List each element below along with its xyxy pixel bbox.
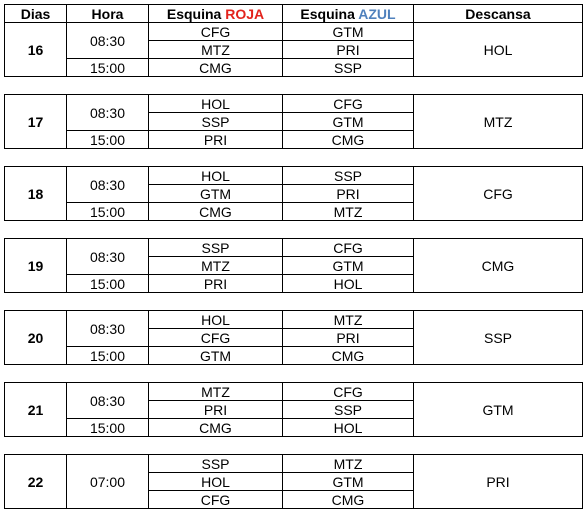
azul-cell: CFG (283, 239, 414, 257)
header-row (5, 5, 583, 23)
header-hora: Hora (67, 5, 149, 23)
roja-cell: SSP (149, 455, 283, 473)
azul-cell: GTM (283, 257, 414, 275)
header-descansa: Descansa (414, 5, 583, 23)
roja-cell: MTZ (149, 257, 283, 275)
azul-cell: GTM (283, 23, 414, 41)
header-esquina-label: Esquina (166, 5, 222, 22)
azul-cell: CMG (283, 131, 414, 149)
azul-cell: MTZ (283, 311, 414, 329)
roja-cell: PRI (149, 401, 283, 419)
azul-cell: CFG (283, 95, 414, 113)
day-cell: 18 (5, 167, 67, 221)
hora-cell: 08:30 (67, 23, 149, 59)
roja-cell: HOL (149, 473, 283, 491)
descansa-cell: SSP (414, 311, 583, 365)
table-row (5, 167, 583, 185)
day-cell: 20 (5, 311, 67, 365)
header-roja-label: ROJA (225, 5, 265, 22)
table-row (5, 455, 583, 473)
azul-cell: PRI (283, 329, 414, 347)
azul-cell: PRI (283, 41, 414, 59)
hora-cell: 08:30 (67, 383, 149, 419)
azul-cell: MTZ (283, 455, 414, 473)
table-row (5, 311, 583, 329)
hora-cell: 15:00 (67, 203, 149, 221)
day-cell: 16 (5, 23, 67, 77)
descansa-cell: CFG (414, 167, 583, 221)
schedule-table-day-19 (4, 238, 583, 293)
roja-cell: CFG (149, 329, 283, 347)
hora-cell: 08:30 (67, 239, 149, 275)
azul-cell: SSP (283, 401, 414, 419)
header-esquina-azul (283, 5, 414, 23)
hora-cell: 08:30 (67, 167, 149, 203)
descansa-cell: GTM (414, 383, 583, 437)
hora-cell: 15:00 (67, 275, 149, 293)
azul-cell: SSP (283, 59, 414, 77)
roja-cell: SSP (149, 113, 283, 131)
roja-cell: CFG (149, 491, 283, 509)
roja-cell: HOL (149, 311, 283, 329)
azul-cell: MTZ (283, 203, 414, 221)
header-esquina-label: Esquina (300, 5, 355, 22)
azul-cell: GTM (283, 473, 414, 491)
hora-cell: 15:00 (67, 131, 149, 149)
azul-cell: HOL (283, 275, 414, 293)
day-cell: 22 (5, 455, 67, 509)
roja-cell: MTZ (149, 383, 283, 401)
day-cell: 21 (5, 383, 67, 437)
schedule-table-day-18 (4, 166, 583, 221)
roja-cell: CFG (149, 23, 283, 41)
schedule-table-day-21 (4, 382, 583, 437)
azul-cell: CFG (283, 383, 414, 401)
hora-cell: 15:00 (67, 59, 149, 77)
schedule-table-day-17 (4, 94, 583, 149)
roja-cell: PRI (149, 275, 283, 293)
table-row (5, 23, 583, 41)
descansa-cell: CMG (414, 239, 583, 293)
descansa-cell: HOL (414, 23, 583, 77)
roja-cell: SSP (149, 239, 283, 257)
roja-cell: PRI (149, 131, 283, 149)
header-esquina-roja (149, 5, 283, 23)
header-azul-label: AZUL (358, 5, 396, 22)
descansa-cell: MTZ (414, 95, 583, 149)
table-row (5, 239, 583, 257)
azul-cell: HOL (283, 419, 414, 437)
azul-cell: GTM (283, 113, 414, 131)
azul-cell: CMG (283, 491, 414, 509)
hora-cell: 08:30 (67, 311, 149, 347)
roja-cell: CMG (149, 419, 283, 437)
table-row (5, 383, 583, 401)
roja-cell: HOL (149, 95, 283, 113)
hora-cell: 07:00 (67, 455, 149, 509)
day-cell: 19 (5, 239, 67, 293)
roja-cell: CMG (149, 59, 283, 77)
schedule-table-day-20 (4, 310, 583, 365)
schedule-table-day-16 (4, 4, 583, 77)
azul-cell: PRI (283, 185, 414, 203)
roja-cell: MTZ (149, 41, 283, 59)
roja-cell: GTM (149, 347, 283, 365)
hora-cell: 08:30 (67, 95, 149, 131)
hora-cell: 15:00 (67, 347, 149, 365)
hora-cell: 15:00 (67, 419, 149, 437)
header-dias: Dias (5, 5, 67, 23)
roja-cell: CMG (149, 203, 283, 221)
descansa-cell: PRI (414, 455, 583, 509)
schedule-table-day-22 (4, 454, 583, 509)
table-row (5, 95, 583, 113)
roja-cell: HOL (149, 167, 283, 185)
roja-cell: GTM (149, 185, 283, 203)
azul-cell: CMG (283, 347, 414, 365)
azul-cell: SSP (283, 167, 414, 185)
day-cell: 17 (5, 95, 67, 149)
